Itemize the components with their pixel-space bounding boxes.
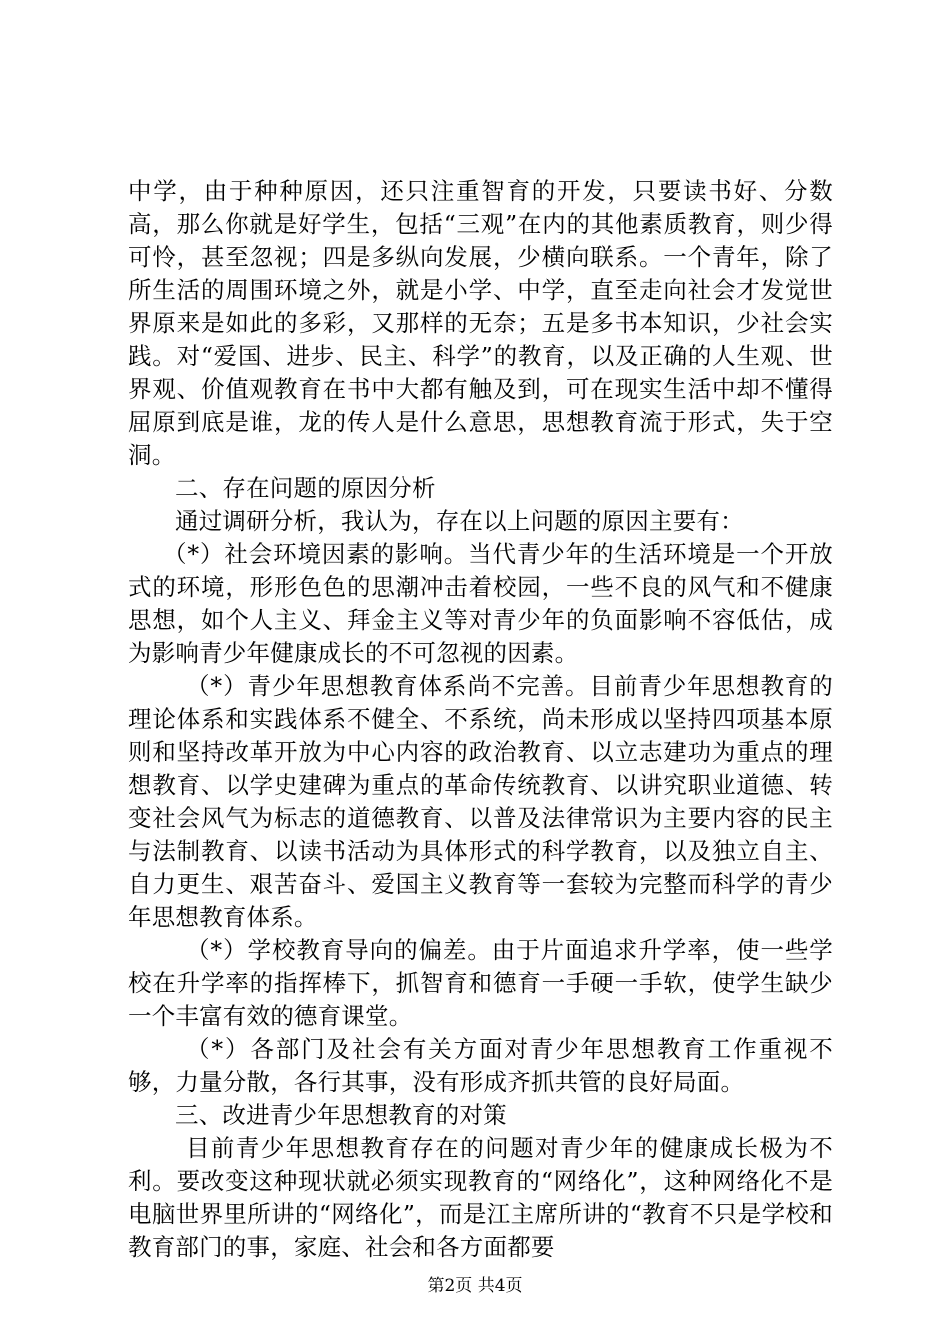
paragraph-intro: 通过调研分析，我认为，存在以上问题的原因主要有： bbox=[175, 507, 744, 535]
section-heading-cause-analysis: 二、存在问题的原因分析 bbox=[175, 474, 436, 502]
paragraph-countermeasures: 目前青少年思想教育存在的问题对青少年的健康成长极为不利。要改变这种现状就必须实现教育的“网络化”，这种网络化不是电脑世界里所讲的“网络化”，而是江主席所讲的“教育不只是学校和教育部门的事，家庭、社会和各方面都要 bbox=[128, 1134, 833, 1261]
document-body bbox=[128, 175, 833, 1264]
page-number-footer: 第2页 共4页 bbox=[427, 1276, 523, 1296]
paragraph-item-departments: （*）各部门及社会有关方面对青少年思想教育工作重视不够，力量分散，各行其事，没有形成齐抓共管的良好局面。 bbox=[128, 1035, 833, 1096]
paragraph-item-education-system: （*）青少年思想教育体系尚不完善。目前青少年思想教育的理论体系和实践体系不健全、不系统，尚未形成以坚持四项基本原则和坚持改革开放为中心内容的政治教育、以立志建功为重点的理想教育、以学史建碑为重点的革命传统教育、以讲究职业道德、转变社会风气为标志的道德教育、以普及法律常识为主要内容的民主与法制教育、以读书活动为具体形式的科学教育，以及独立自主、自力更生、艰苦奋斗、爱国主义教育等一套较为完整而科学的青少年思想教育体系。 bbox=[128, 672, 833, 931]
paragraph-continuation: 中学，由于种种原因，还只注重智育的开发，只要读书好、分数高，那么你就是好学生，包括“三观”在内的其他素质教育，则少得可怜，甚至忽视；四是多纵向发展，少横向联系。一个青年，除了所生活的周围环境之外，就是小学、中学，直至走向社会才发觉世界原来是如此的多彩，又那样的无奈；五是多书本知识，少社会实践。对“爱国、进步、民主、科学”的教育，以及正确的人生观、世界观、价值观教育在书中大都有触及到，可在现实生活中却不懂得屈原到底是谁，龙的传人是什么意思，思想教育流于形式，失于空洞。 bbox=[128, 177, 833, 469]
paragraph-item-school-guidance: （*）学校教育导向的偏差。由于片面追求升学率，使一些学校在升学率的指挥棒下，抓智育和德育一手硬一手软，使学生缺少一个丰富有效的德育课堂。 bbox=[128, 936, 833, 1030]
section-heading-countermeasures: 三、改进青少年思想教育的对策 bbox=[175, 1101, 507, 1129]
paragraph-item-social-environment: （*）社会环境因素的影响。当代青少年的生活环境是一个开放式的环境，形形色色的思潮冲击着校园，一些不良的风气和不健康思想，如个人主义、拜金主义等对青少年的负面影响不容低估，成为影响青少年健康成长的不可忽视的因素。 bbox=[128, 540, 833, 667]
